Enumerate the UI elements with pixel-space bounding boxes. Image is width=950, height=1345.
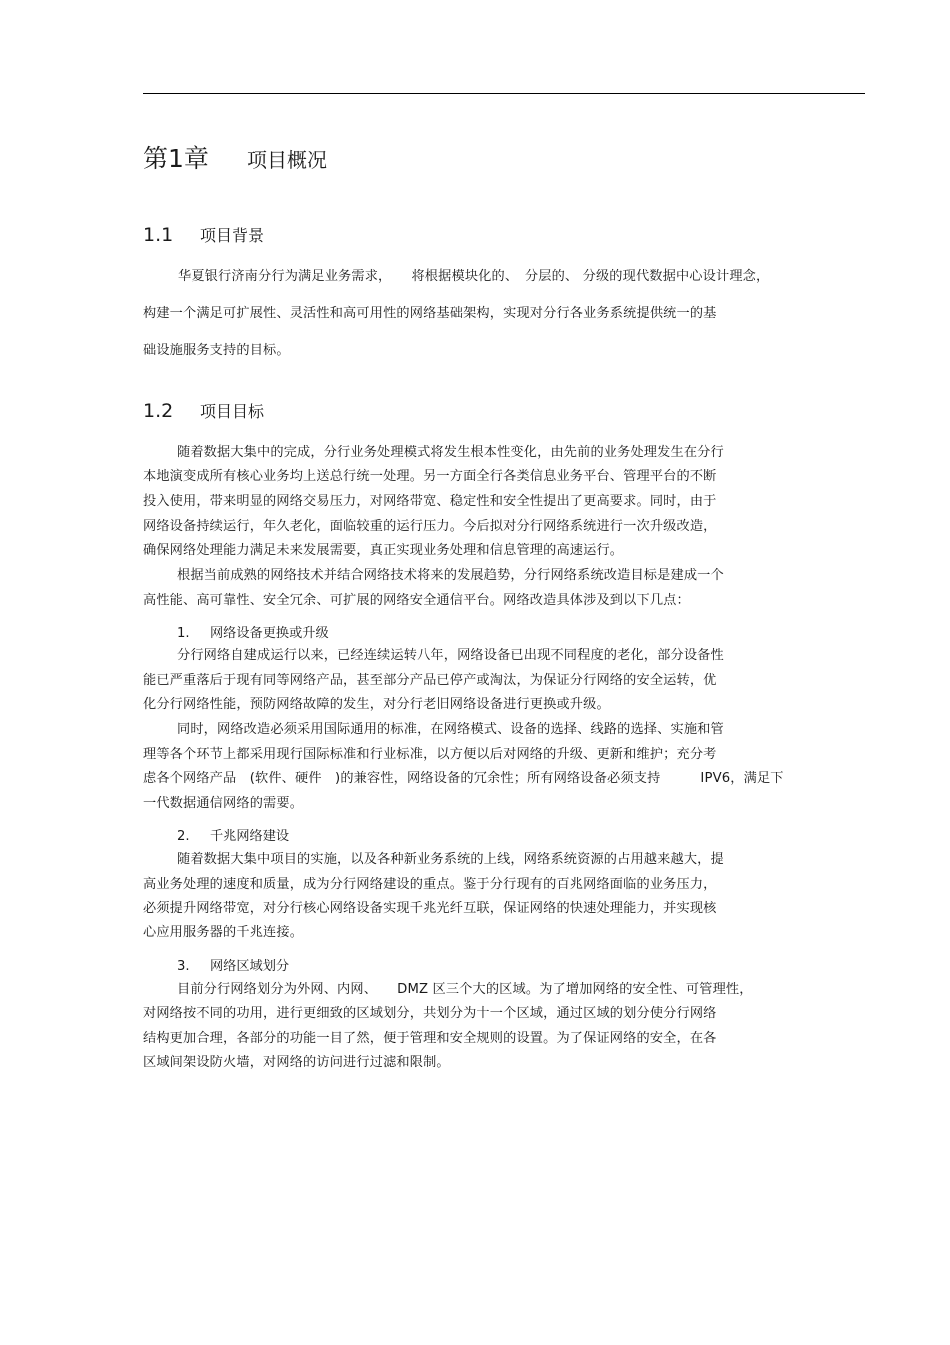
- paragraph-line: 同时，网络改造必须采用国际通用的标准，在网络模式、设备的选择、线路的选择、实施和管: [177, 722, 724, 737]
- paragraph-line: 高业务处理的速度和质量，成为分行网络建设的重点。鉴于分行现有的百兆网络面临的业务压力，: [143, 877, 717, 892]
- list-item-number: 1.: [177, 626, 190, 641]
- paragraph-line: 心应用服务器的千兆连接。: [143, 925, 304, 940]
- list-item-number: 3.: [177, 959, 190, 974]
- section-number: 1.2: [143, 400, 174, 422]
- paragraph-line: 华夏银行济南分行为满足业务需求， 将根据模块化的、 分层的、 分级的现代数据中心设计理念，: [178, 269, 770, 284]
- paragraph-line: 化分行网络性能，预防网络故障的发生，对分行老旧网络设备进行更换或升级。: [143, 697, 610, 712]
- paragraph-line: 高性能、高可靠性、安全冗余、可扩展的网络安全通信平台。网络改造具体涉及到以下几点：: [143, 593, 690, 608]
- section-heading-1-2: [143, 398, 264, 425]
- chapter-heading: [143, 142, 327, 177]
- paragraph-line: 确保网络处理能力满足未来发展需要，真正实现业务处理和信息管理的高速运行。: [143, 543, 624, 558]
- list-item-title: 千兆网络建设: [210, 829, 290, 844]
- list-item-heading: [177, 625, 329, 643]
- paragraph-line: 随着数据大集中的完成，分行业务处理模式将发生根本性变化，由先前的业务处理发生在分行: [177, 445, 724, 460]
- list-item-title: 网络区域划分: [210, 959, 290, 974]
- paragraph-line: 投入使用，带来明显的网络交易压力，对网络带宽、稳定性和安全性提出了更高要求。同时，由于: [143, 494, 717, 509]
- chapter-number: 第1章: [143, 144, 209, 173]
- section-title: 项目目标: [200, 402, 265, 421]
- paragraph-line: 能已严重落后于现有同等网络产品，甚至部分产品已停产或淘汰，为保证分行网络的安全运转，优: [143, 673, 717, 688]
- section-title: 项目背景: [200, 226, 265, 245]
- list-item-heading: [177, 828, 289, 846]
- paragraph-line: 随着数据大集中项目的实施，以及各种新业务系统的上线，网络系统资源的占用越来越大，提: [177, 852, 724, 867]
- list-item-number: 2.: [177, 829, 190, 844]
- paragraph-line: 网络设备持续运行，年久老化，面临较重的运行压力。今后拟对分行网络系统进行一次升级改造，: [143, 519, 717, 534]
- paragraph-line: 本地演变成所有核心业务均上送总行统一处理。另一方面全行各类信息业务平台、管理平台的不断: [143, 469, 717, 484]
- section-heading-1-1: [143, 222, 264, 249]
- paragraph-line: 结构更加合理，各部分的功能一目了然，便于管理和安全规则的设置。为了保证网络的安全，在各: [143, 1031, 717, 1046]
- section-number: 1.1: [143, 224, 174, 246]
- paragraph-line: 一代数据通信网络的需要。: [143, 796, 304, 811]
- paragraph-line: 构建一个满足可扩展性、灵活性和高可用性的网络基础架构，实现对分行各业务系统提供统一的基: [143, 306, 717, 321]
- header-rule: [143, 93, 865, 94]
- paragraph-line: 分行网络自建成运行以来，已经连续运转八年，网络设备已出现不同程度的老化，部分设备性: [177, 648, 724, 663]
- paragraph-line: 理等各个环节上都采用现行国际标准和行业标准，以方便以后对网络的升级、更新和维护；充分考: [143, 747, 717, 762]
- list-item-title: 网络设备更换或升级: [210, 626, 329, 641]
- paragraph-line: 目前分行网络划分为外网、内网、 DMZ 区三个大的区域。为了增加网络的安全性、可管理性，: [177, 982, 753, 997]
- paragraph-line: 根据当前成熟的网络技术并结合网络技术将来的发展趋势，分行网络系统改造目标是建成一个: [177, 568, 724, 583]
- paragraph-line: 区域间架设防火墙，对网络的访问进行过滤和限制。: [143, 1055, 450, 1070]
- list-item-heading: [177, 958, 289, 976]
- paragraph-line: 必须提升网络带宽，对分行核心网络设备实现千兆光纤互联，保证网络的快速处理能力，并实现核: [143, 901, 717, 916]
- chapter-title: 项目概况: [247, 148, 327, 172]
- paragraph-line: 础设施服务支持的目标。: [143, 343, 290, 358]
- paragraph-line: 对网络按不同的功用，进行更细致的区域划分，共划分为十一个区域，通过区域的划分使分行网络: [143, 1006, 717, 1021]
- paragraph-line: 虑各个网络产品 (软件、硬件 )的兼容性，网络设备的冗余性；所有网络设备必须支持 IPV6，满足下: [143, 771, 784, 786]
